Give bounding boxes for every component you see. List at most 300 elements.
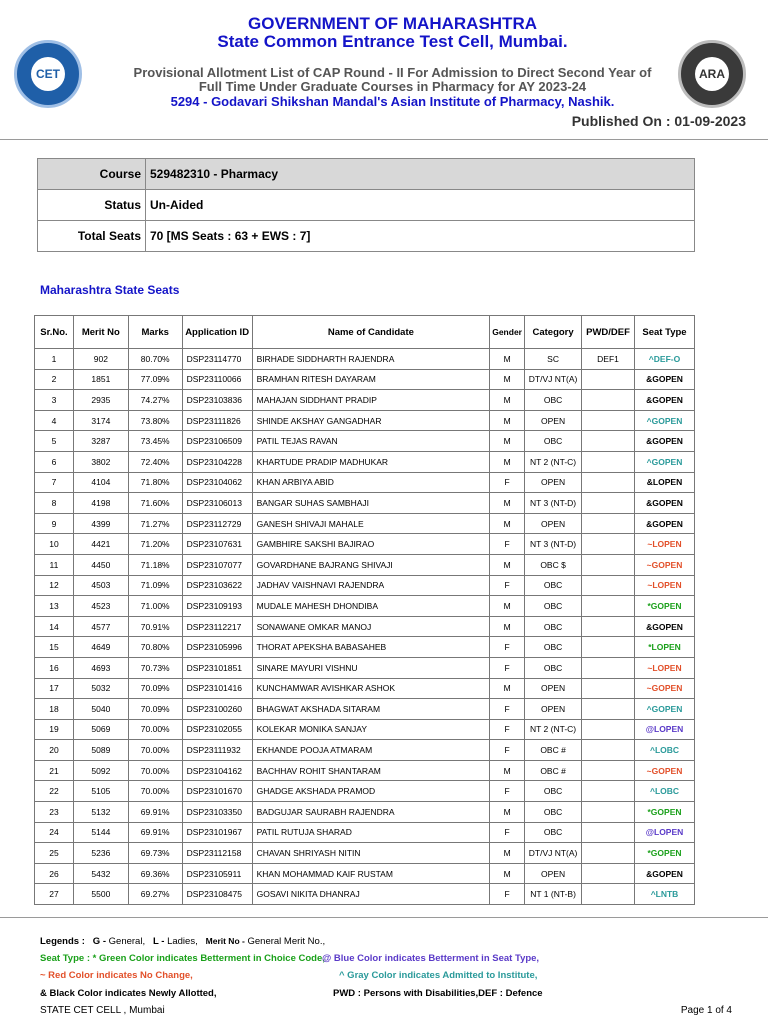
candidate-name-cell: KOLEKAR MONIKA SANJAY [252,719,490,740]
pwd-def-cell [582,637,635,658]
gender-cell: F [490,884,525,905]
marks-cell: 70.00% [128,760,182,781]
category-cell: OBC [525,596,582,617]
application-id-cell: DSP23101967 [182,822,252,843]
pwd-def-cell [582,534,635,555]
seat-type-cell: ~GOPEN [635,554,695,575]
category-cell: OPEN [525,410,582,431]
sr-no-cell: 27 [35,884,74,905]
col-sr-no: Sr.No. [35,316,74,349]
merit-no-cell: 4503 [73,575,128,596]
sr-no-cell: 3 [35,390,74,411]
seat-type-cell: *GOPEN [635,843,695,864]
category-cell: OBC [525,390,582,411]
marks-cell: 69.36% [128,863,182,884]
gender-cell: M [490,802,525,823]
page-number: Page 1 of 4 [680,1005,732,1016]
seat-type-cell: ~LOPEN [635,657,695,678]
col-pwd-def: PWD/DEF [582,316,635,349]
table-row [35,513,695,534]
merit-no-cell: 902 [73,349,128,370]
application-id-cell: DSP23112729 [182,513,252,534]
col-merit-no: Merit No [73,316,128,349]
merit-no-cell: 5236 [73,843,128,864]
application-id-cell: DSP23104228 [182,451,252,472]
seat-type-cell: @LOPEN [635,822,695,843]
gender-cell: F [490,657,525,678]
merit-no-cell: 1851 [73,369,128,390]
seat-type-cell: ^LOBC [635,781,695,802]
candidate-name-cell: GANESH SHIVAJI MAHALE [252,513,490,534]
category-cell: OBC [525,575,582,596]
sr-no-cell: 1 [35,349,74,370]
col-marks: Marks [128,316,182,349]
marks-cell: 69.27% [128,884,182,905]
table-row [35,822,695,843]
candidate-name-cell: SINARE MAYURI VISHNU [252,657,490,678]
marks-cell: 70.00% [128,719,182,740]
legend-g-key: G - [92,936,106,947]
candidate-name-cell: THORAT APEKSHA BABASAHEB [252,637,490,658]
candidate-name-cell: BACHHAV ROHIT SHANTARAM [252,760,490,781]
pwd-def-cell [582,596,635,617]
marks-cell: 71.80% [128,472,182,493]
seat-type-cell: &GOPEN [635,616,695,637]
sr-no-cell: 15 [35,637,74,658]
gender-cell: M [490,513,525,534]
table-row [35,781,695,802]
table-row [35,349,695,370]
marks-cell: 70.00% [128,740,182,761]
list-title-line1: Provisional Allotment List of CAP Round - II For Admission to Direct Second Year of [133,65,652,80]
category-cell: DT/VJ NT(A) [525,369,582,390]
pwd-def-cell [582,678,635,699]
application-id-cell: DSP23114770 [182,349,252,370]
sr-no-cell: 20 [35,740,74,761]
marks-cell: 70.91% [128,616,182,637]
merit-no-cell: 5040 [73,699,128,720]
gender-cell: F [490,637,525,658]
pwd-def-cell [582,843,635,864]
application-id-cell: DSP23101670 [182,781,252,802]
category-cell: NT 1 (NT-B) [525,884,582,905]
application-id-cell: DSP23104162 [182,760,252,781]
gender-cell: F [490,472,525,493]
table-row [35,740,695,761]
cet-logo [14,40,82,108]
ara-logo-text: ARA [695,57,729,91]
gender-cell: F [490,575,525,596]
pwd-def-cell [582,493,635,514]
gender-cell: M [490,431,525,452]
table-row [35,616,695,637]
legend-red: ~ Red Color indicates No Change, [40,970,193,981]
gender-cell: M [490,678,525,699]
merit-no-cell: 3802 [73,451,128,472]
marks-cell: 77.09% [128,369,182,390]
candidate-name-cell: GOVARDHANE BAJRANG SHIVAJI [252,554,490,575]
pwd-def-cell [582,616,635,637]
candidate-name-cell: KHAN MOHAMMAD KAIF RUSTAM [252,863,490,884]
category-cell: NT 2 (NT-C) [525,451,582,472]
table-row [35,802,695,823]
col-candidate-name: Name of Candidate [252,316,490,349]
candidate-name-cell: SONAWANE OMKAR MANOJ [252,616,490,637]
total-seats-value: 70 [MS Seats : 63 + EWS : 7] [146,221,695,252]
application-id-cell: DSP23107631 [182,534,252,555]
table-row [35,760,695,781]
marks-cell: 71.18% [128,554,182,575]
candidate-name-cell: KHAN ARBIYA ABID [252,472,490,493]
table-row [35,451,695,472]
allotment-table [34,315,695,905]
merit-no-cell: 4421 [73,534,128,555]
application-id-cell: DSP23106013 [182,493,252,514]
category-cell: OPEN [525,678,582,699]
seat-type-cell: &GOPEN [635,431,695,452]
legend-merit-val: General Merit No., [247,936,326,947]
pwd-def-cell [582,513,635,534]
sr-no-cell: 5 [35,431,74,452]
candidate-name-cell: PATIL TEJAS RAVAN [252,431,490,452]
sr-no-cell: 2 [35,369,74,390]
table-row [35,678,695,699]
sr-no-cell: 25 [35,843,74,864]
pwd-def-cell [582,781,635,802]
marks-cell: 70.00% [128,781,182,802]
application-id-cell: DSP23103622 [182,575,252,596]
table-row [35,410,695,431]
application-id-cell: DSP23106509 [182,431,252,452]
cell-title: State Common Entrance Test Cell, Mumbai. [217,32,568,51]
candidate-name-cell: BRAMHAN RITESH DAYARAM [252,369,490,390]
legend-line-1 [40,936,325,947]
pwd-def-cell [582,863,635,884]
pwd-def-cell [582,554,635,575]
sr-no-cell: 8 [35,493,74,514]
gender-cell: M [490,843,525,864]
marks-cell: 69.91% [128,802,182,823]
seat-type-cell: ~GOPEN [635,678,695,699]
legend-merit-key: Merit No - [205,936,245,946]
gender-cell: M [490,863,525,884]
merit-no-cell: 5092 [73,760,128,781]
merit-no-cell: 5032 [73,678,128,699]
application-id-cell: DSP23103350 [182,802,252,823]
marks-cell: 71.20% [128,534,182,555]
merit-no-cell: 4104 [73,472,128,493]
legend-l-val: Ladies, [167,936,198,947]
seat-type-cell: ^LNTB [635,884,695,905]
seat-type-cell: ~LOPEN [635,534,695,555]
merit-no-cell: 5105 [73,781,128,802]
gender-cell: M [490,554,525,575]
header-divider [0,139,768,140]
candidate-name-cell: BADGUJAR SAURABH RAJENDRA [252,802,490,823]
gender-cell: M [490,349,525,370]
seat-type-cell: ^GOPEN [635,451,695,472]
published-date: Published On : 01-09-2023 [571,113,746,129]
seat-type-cell: ^GOPEN [635,410,695,431]
gender-cell: M [490,596,525,617]
seat-type-cell: ~GOPEN [635,760,695,781]
category-cell: OBC [525,431,582,452]
legend-g-val: General, [108,936,146,947]
merit-no-cell: 3174 [73,410,128,431]
candidate-name-cell: PATIL RUTUJA SHARAD [252,822,490,843]
merit-no-cell: 4577 [73,616,128,637]
seat-type-cell: ^DEF-O [635,349,695,370]
seat-type-cell: &LOPEN [635,472,695,493]
category-cell: OBC [525,822,582,843]
category-cell: DT/VJ NT(A) [525,843,582,864]
marks-cell: 71.60% [128,493,182,514]
sr-no-cell: 4 [35,410,74,431]
application-id-cell: DSP23111826 [182,410,252,431]
table-row [35,534,695,555]
gender-cell: F [490,719,525,740]
pwd-def-cell [582,760,635,781]
legend-black: & Black Color indicates Newly Allotted, [40,988,217,999]
gender-cell: M [490,369,525,390]
merit-no-cell: 5069 [73,719,128,740]
pwd-def-cell [582,472,635,493]
marks-cell: 80.70% [128,349,182,370]
pwd-def-cell [582,699,635,720]
col-seat-type: Seat Type [635,316,695,349]
category-cell: OPEN [525,699,582,720]
candidate-name-cell: KHARTUDE PRADIP MADHUKAR [252,451,490,472]
pwd-def-cell [582,369,635,390]
application-id-cell: DSP23105911 [182,863,252,884]
category-cell: OBC [525,637,582,658]
marks-cell: 70.80% [128,637,182,658]
seat-type-cell: &GOPEN [635,863,695,884]
seat-type-cell: *GOPEN [635,596,695,617]
total-seats-label: Total Seats [38,221,146,252]
institute-title: 5294 - Godavari Shikshan Mandal's Asian Institute of Pharmacy, Nashik. [170,94,615,109]
status-value: Un-Aided [146,190,695,221]
pwd-def-cell [582,575,635,596]
gender-cell: F [490,740,525,761]
category-cell: OBC # [525,760,582,781]
category-cell: SC [525,349,582,370]
pwd-def-cell [582,822,635,843]
table-row [35,719,695,740]
marks-cell: 70.09% [128,678,182,699]
seat-type-cell: @LOPEN [635,719,695,740]
table-row [35,390,695,411]
candidate-name-cell: GOSAVI NIKITA DHANRAJ [252,884,490,905]
application-id-cell: DSP23104062 [182,472,252,493]
status-label: Status [38,190,146,221]
seat-type-cell: ~LOPEN [635,575,695,596]
application-id-cell: DSP23112217 [182,616,252,637]
seat-type-cell: &GOPEN [635,390,695,411]
cet-logo-text: CET [31,57,65,91]
footer-divider [0,917,768,918]
course-info-table [37,158,695,252]
sr-no-cell: 26 [35,863,74,884]
course-label: Course [38,159,146,190]
col-application-id: Application ID [182,316,252,349]
marks-cell: 74.27% [128,390,182,411]
footer-org: STATE CET CELL , Mumbai [40,1005,165,1016]
gender-cell: M [490,451,525,472]
gender-cell: F [490,534,525,555]
candidate-name-cell: EKHANDE POOJA ATMARAM [252,740,490,761]
application-id-cell: DSP23109193 [182,596,252,617]
marks-cell: 69.73% [128,843,182,864]
pwd-def-cell [582,410,635,431]
list-title [100,66,685,94]
candidate-name-cell: SHINDE AKSHAY GANGADHAR [252,410,490,431]
category-cell: NT 3 (NT-D) [525,493,582,514]
pwd-def-cell [582,657,635,678]
marks-cell: 71.09% [128,575,182,596]
sr-no-cell: 10 [35,534,74,555]
application-id-cell: DSP23108475 [182,884,252,905]
application-id-cell: DSP23103836 [182,390,252,411]
gender-cell: M [490,760,525,781]
legend-green: Seat Type : * Green Color indicates Betterment in Choice Code, [40,953,325,964]
marks-cell: 69.91% [128,822,182,843]
gender-cell: F [490,822,525,843]
merit-no-cell: 2935 [73,390,128,411]
application-id-cell: DSP23101416 [182,678,252,699]
legend-blue: @ Blue Color indicates Betterment in Seat Type, [322,953,540,964]
application-id-cell: DSP23100260 [182,699,252,720]
merit-no-cell: 5432 [73,863,128,884]
table-row [35,843,695,864]
legends-label: Legends : [40,936,85,947]
sr-no-cell: 7 [35,472,74,493]
marks-cell: 73.80% [128,410,182,431]
gov-title: GOVERNMENT OF MAHARASHTRA [248,14,537,33]
table-row [35,575,695,596]
pwd-def-cell [582,390,635,411]
table-row [35,554,695,575]
legend-pwd: PWD : Persons with Disabilities,DEF : Defence [333,988,543,999]
gender-cell: M [490,493,525,514]
seat-type-cell: &GOPEN [635,513,695,534]
gender-cell: M [490,616,525,637]
sr-no-cell: 22 [35,781,74,802]
col-category: Category [525,316,582,349]
category-cell: OPEN [525,513,582,534]
candidate-name-cell: KUNCHAMWAR AVISHKAR ASHOK [252,678,490,699]
table-body [35,349,695,905]
table-row [35,431,695,452]
sr-no-cell: 9 [35,513,74,534]
table-row [35,863,695,884]
legend-l-key: L - [153,936,165,947]
table-row [35,596,695,617]
sr-no-cell: 19 [35,719,74,740]
merit-no-cell: 4450 [73,554,128,575]
seat-type-cell: ^GOPEN [635,699,695,720]
marks-cell: 71.27% [128,513,182,534]
sr-no-cell: 23 [35,802,74,823]
sr-no-cell: 14 [35,616,74,637]
sr-no-cell: 18 [35,699,74,720]
table-row [35,369,695,390]
marks-cell: 70.09% [128,699,182,720]
table-row [35,699,695,720]
pwd-def-cell [582,884,635,905]
category-cell: OBC # [525,740,582,761]
application-id-cell: DSP23110066 [182,369,252,390]
sr-no-cell: 17 [35,678,74,699]
gender-cell: M [490,410,525,431]
candidate-name-cell: GHADGE AKSHADA PRAMOD [252,781,490,802]
merit-no-cell: 4523 [73,596,128,617]
merit-no-cell: 5500 [73,884,128,905]
sr-no-cell: 16 [35,657,74,678]
category-cell: OBC $ [525,554,582,575]
application-id-cell: DSP23105996 [182,637,252,658]
seat-type-cell: *LOPEN [635,637,695,658]
gender-cell: F [490,781,525,802]
merit-no-cell: 4649 [73,637,128,658]
table-header-row [35,316,695,349]
gender-cell: F [490,699,525,720]
category-cell: NT 3 (NT-D) [525,534,582,555]
table-row [35,472,695,493]
marks-cell: 71.00% [128,596,182,617]
candidate-name-cell: JADHAV VAISHNAVI RAJENDRA [252,575,490,596]
table-row [35,493,695,514]
marks-cell: 72.40% [128,451,182,472]
col-gender: Gender [490,316,525,349]
merit-no-cell: 4693 [73,657,128,678]
merit-no-cell: 3287 [73,431,128,452]
application-id-cell: DSP23112158 [182,843,252,864]
sr-no-cell: 21 [35,760,74,781]
ara-logo [678,40,746,108]
category-cell: OBC [525,657,582,678]
pwd-def-cell [582,451,635,472]
candidate-name-cell: BANGAR SUHAS SAMBHAJI [252,493,490,514]
application-id-cell: DSP23107077 [182,554,252,575]
candidate-name-cell: BIRHADE SIDDHARTH RAJENDRA [252,349,490,370]
category-cell: OPEN [525,472,582,493]
pwd-def-cell [582,719,635,740]
marks-cell: 70.73% [128,657,182,678]
pwd-def-cell [582,431,635,452]
category-cell: OBC [525,616,582,637]
category-cell: OBC [525,802,582,823]
merit-no-cell: 5089 [73,740,128,761]
seat-type-cell: *GOPEN [635,802,695,823]
category-cell: OBC [525,781,582,802]
sr-no-cell: 12 [35,575,74,596]
seat-type-cell: &GOPEN [635,369,695,390]
application-id-cell: DSP23101851 [182,657,252,678]
pwd-def-cell: DEF1 [582,349,635,370]
table-row [35,657,695,678]
seat-type-cell: ^LOBC [635,740,695,761]
sr-no-cell: 13 [35,596,74,617]
candidate-name-cell: GAMBHIRE SAKSHI BAJIRAO [252,534,490,555]
seat-type-cell: &GOPEN [635,493,695,514]
list-title-line2: Full Time Under Graduate Courses in Pharmacy for AY 2023-24 [198,79,587,94]
sr-no-cell: 6 [35,451,74,472]
sr-no-cell: 11 [35,554,74,575]
course-value: 529482310 - Pharmacy [146,159,695,190]
merit-no-cell: 4198 [73,493,128,514]
candidate-name-cell: MAHAJAN SIDDHANT PRADIP [252,390,490,411]
